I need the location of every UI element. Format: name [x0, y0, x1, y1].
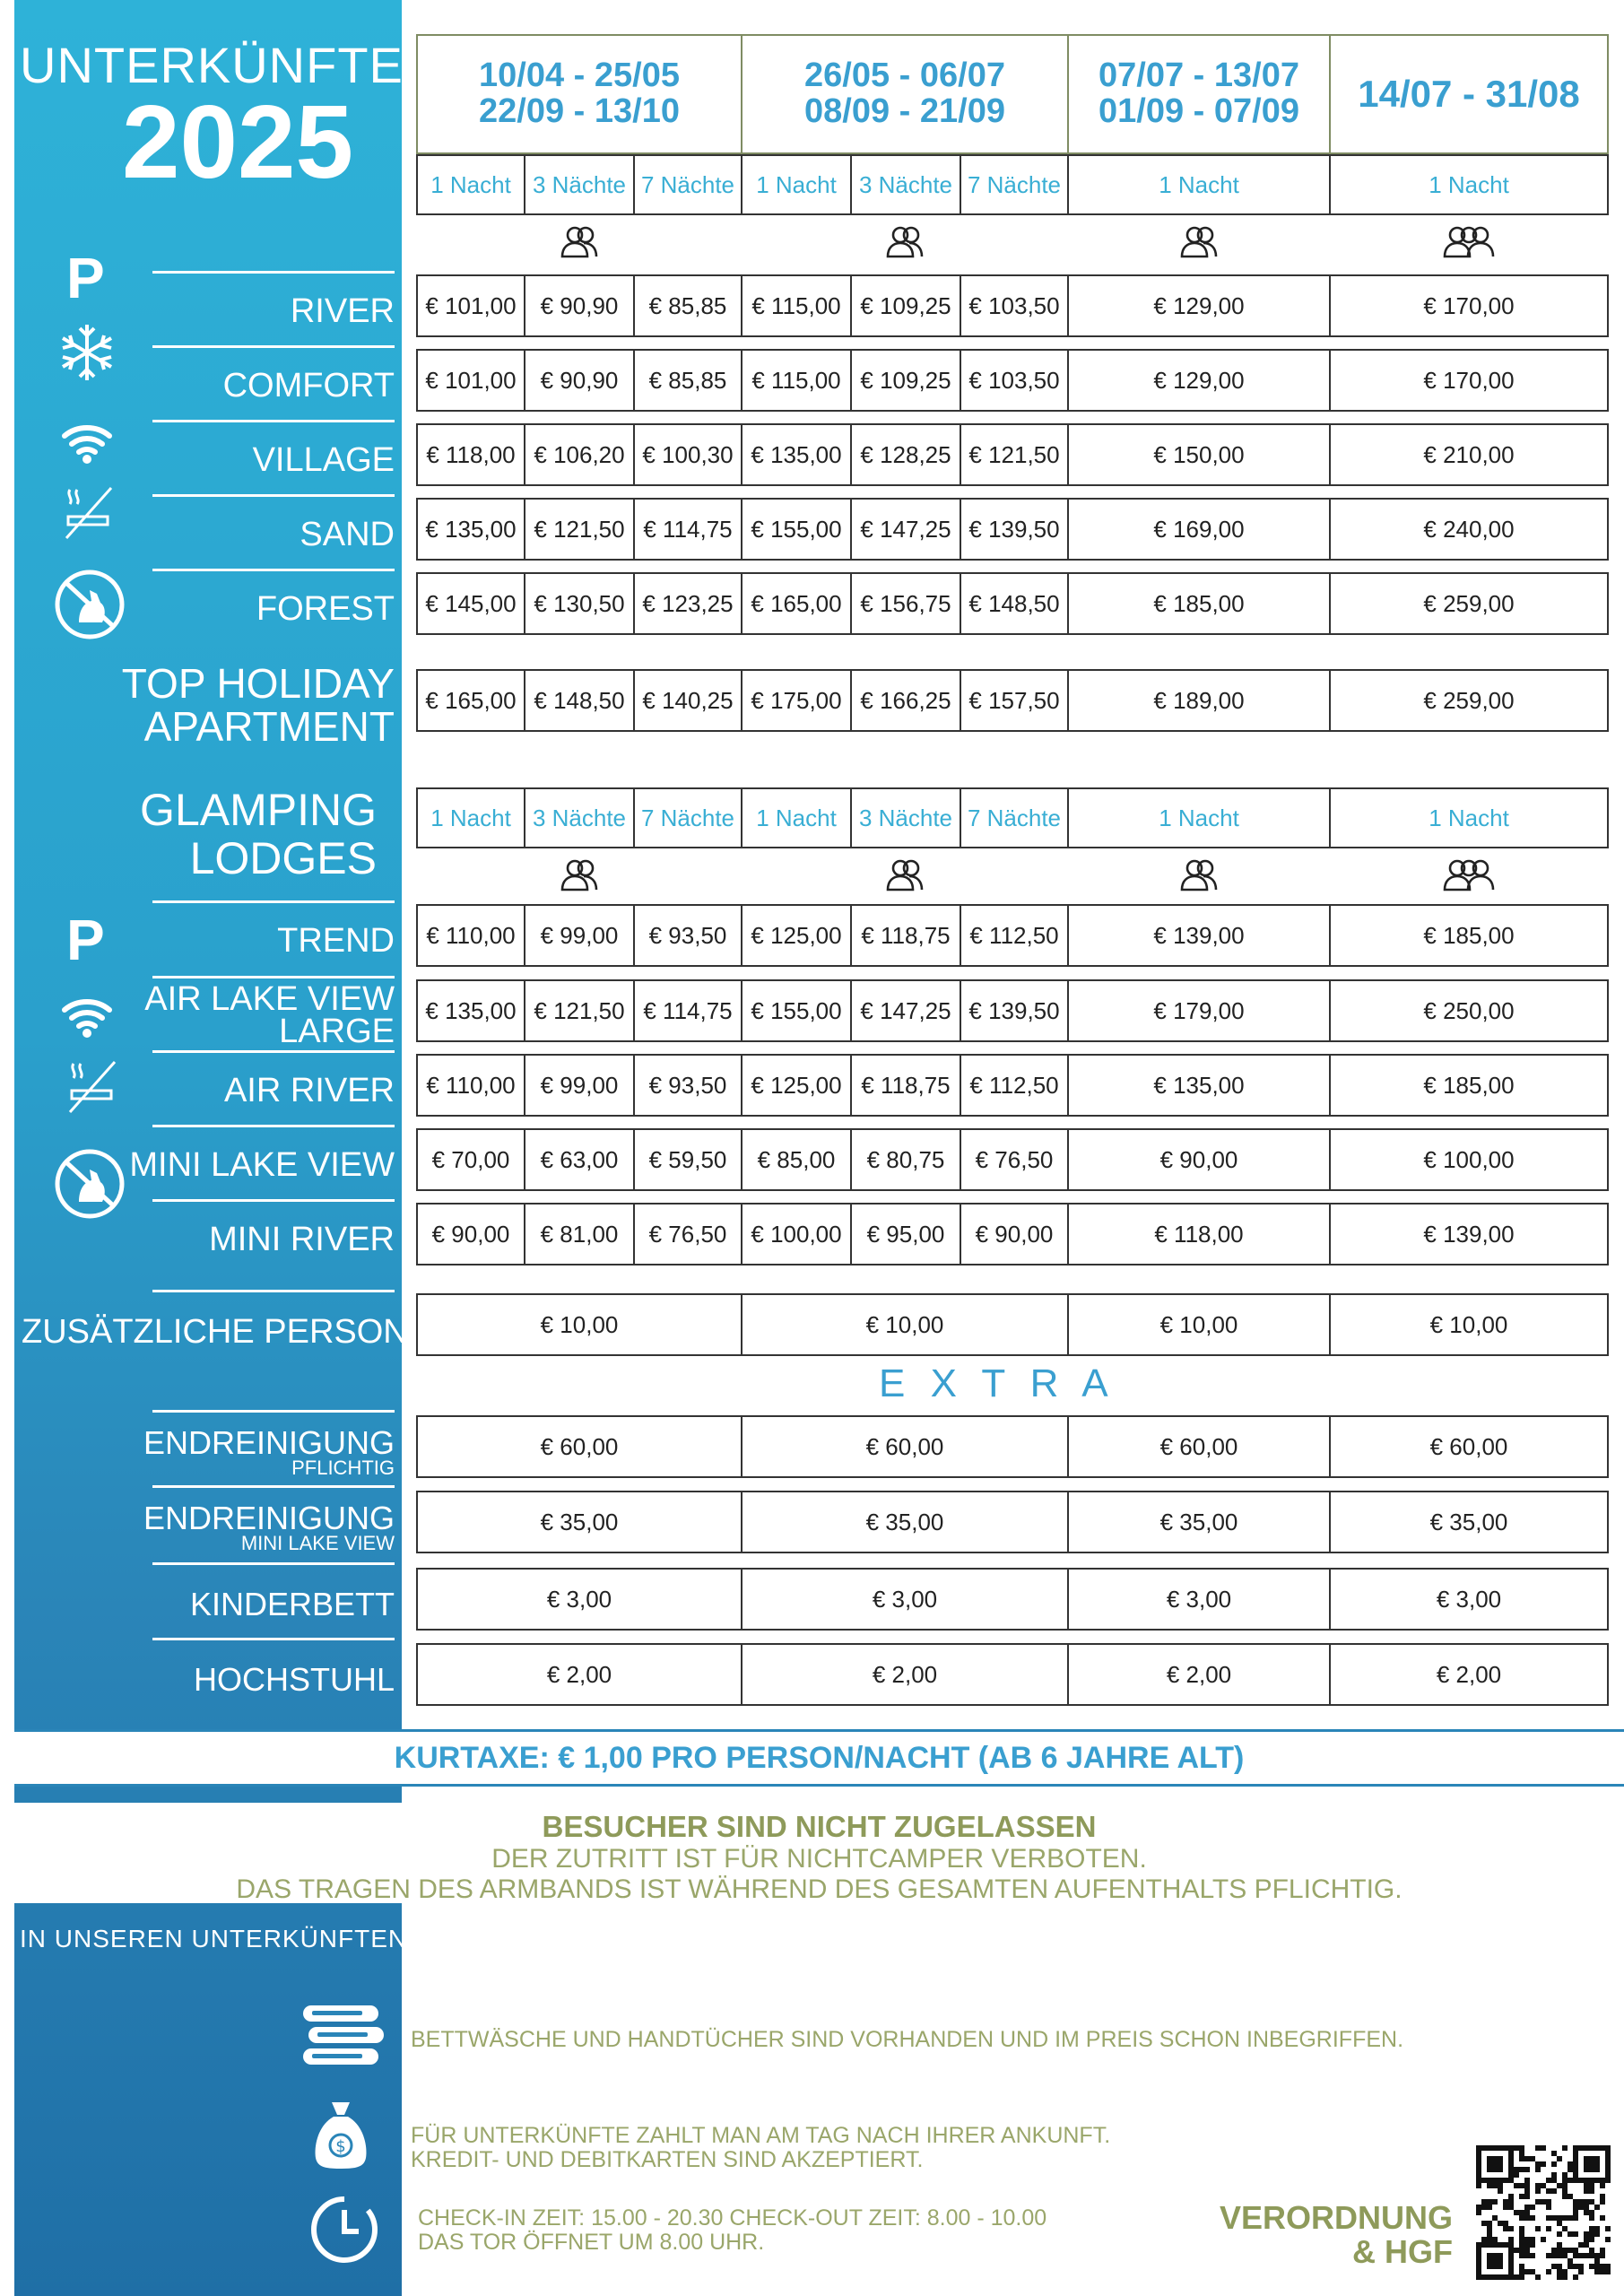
persons-icon	[557, 224, 602, 260]
price-cell: € 10,00	[416, 1293, 743, 1356]
period-header-4	[1329, 34, 1609, 154]
price-cell: € 2,00	[1067, 1643, 1331, 1706]
row-label-name: FOREST	[256, 590, 395, 628]
persons-icon	[1441, 224, 1497, 260]
lodge-price-cell: € 93,50	[633, 904, 743, 967]
visitors-title: BESUCHER SIND NICHT ZUGELASSEN	[542, 1810, 1097, 1843]
top-holiday-price-cell: € 189,00	[1067, 669, 1331, 732]
accommodation-price-cell: € 150,00	[1067, 423, 1331, 486]
lodge-price-cell: € 125,00	[741, 1054, 852, 1117]
accommodation-price-cell: € 103,50	[960, 349, 1069, 412]
accommodation-price-cell: € 210,00	[1329, 423, 1609, 486]
clock-icon	[307, 2192, 382, 2267]
nights-header: 1 Nacht	[1067, 154, 1331, 215]
accommodation-price-cell: € 109,25	[850, 349, 961, 412]
persons-icon	[557, 857, 602, 893]
price-cell: € 60,00	[1329, 1415, 1609, 1478]
lodge-price-cell: € 112,50	[960, 1054, 1069, 1117]
accommodation-price-cell: € 129,00	[1067, 349, 1331, 412]
lodge-price-cell: € 112,50	[960, 904, 1069, 967]
accommodation-price-cell: € 145,00	[416, 572, 525, 635]
top-holiday-price-cell: € 175,00	[741, 669, 852, 732]
accommodation-price-cell: € 101,00	[416, 349, 525, 412]
lodge-price-cell: € 85,00	[741, 1128, 852, 1191]
period-header-1	[416, 34, 743, 154]
info-heading: IN UNSEREN UNTERKÜNFTEN	[20, 1925, 408, 1952]
lodge-price-cell: € 90,00	[960, 1203, 1069, 1265]
row-separator	[152, 976, 395, 978]
payment-line1: FÜR UNTERKÜNFTE ZAHLT MAN AM TAG NACH IHRER ANKUNFT.	[411, 2123, 1111, 2148]
lodge-price-cell: € 155,00	[741, 979, 852, 1042]
row-separator	[152, 271, 395, 274]
lodge-price-cell: € 118,75	[850, 1054, 961, 1117]
row-label-name: MINI LAKE VIEW	[129, 1146, 395, 1184]
persons-icon	[1177, 857, 1221, 893]
nights-header: 7 Nächte	[960, 787, 1069, 848]
row-label-name: ENDREINIGUNG	[143, 1500, 395, 1536]
accommodation-price-cell: € 85,85	[633, 349, 743, 412]
accommodation-price-cell: € 147,25	[850, 498, 961, 561]
payment-text	[411, 2124, 1110, 2172]
row-separator	[152, 494, 395, 497]
lodge-price-cell: € 135,00	[416, 979, 525, 1042]
lodge-price-cell: € 114,75	[633, 979, 743, 1042]
lodge-price-cell: € 90,00	[1067, 1128, 1331, 1191]
lodge-price-cell: € 80,75	[850, 1128, 961, 1191]
price-cell: € 60,00	[1067, 1415, 1331, 1478]
top-holiday-label	[14, 662, 395, 748]
accommodation-price-cell: € 115,00	[741, 274, 852, 337]
accommodation-price-cell: € 114,75	[633, 498, 743, 561]
accommodation-price-cell: € 139,50	[960, 498, 1069, 561]
top-holiday-line2: APARTMENT	[143, 703, 395, 750]
persons-icon	[1177, 224, 1221, 260]
row-separator	[152, 1290, 395, 1292]
persons-icon	[882, 224, 927, 260]
price-cell: € 60,00	[416, 1415, 743, 1478]
period-4-line1: 14/07 - 31/08	[1358, 72, 1580, 115]
accommodation-price-cell: € 121,50	[960, 423, 1069, 486]
row-separator	[152, 1562, 395, 1565]
visitors-line2: DAS TRAGEN DES ARMBANDS IST WÄHREND DES GESAMTEN AUFENTHALTS PFLICHTIG.	[236, 1874, 1403, 1904]
period-header-2	[741, 34, 1069, 154]
nights-header: 7 Nächte	[633, 154, 743, 215]
row-separator	[152, 900, 395, 903]
lodge-price-cell: € 110,00	[416, 1054, 525, 1117]
year-label: 2025	[122, 83, 354, 200]
row-separator	[152, 569, 395, 571]
nights-header: 1 Nacht	[1329, 154, 1609, 215]
row-separator	[152, 1485, 395, 1488]
accommodation-price-cell: € 169,00	[1067, 498, 1331, 561]
page-title: UNTERKÜNFTE	[20, 37, 404, 93]
price-cell: € 10,00	[1067, 1293, 1331, 1356]
row-label	[14, 1424, 395, 1479]
checkin-line2: DAS TOR ÖFFNET UM 8.00 UHR.	[418, 2230, 765, 2255]
row-label-name: VILLAGE	[252, 441, 395, 479]
accommodation-price-cell: € 240,00	[1329, 498, 1609, 561]
period-3-line2: 01/09 - 07/09	[1099, 92, 1299, 130]
price-cell: € 2,00	[1329, 1643, 1609, 1706]
lodge-price-cell: € 99,00	[524, 1054, 635, 1117]
lodge-price-cell: € 250,00	[1329, 979, 1609, 1042]
row-label-sub: MINI LAKE VIEW	[240, 1532, 395, 1554]
top-holiday-price-cell: € 148,50	[524, 669, 635, 732]
visitors-band	[14, 1803, 1624, 1903]
lodge-price-cell: € 125,00	[741, 904, 852, 967]
accommodation-price-cell: € 123,25	[633, 572, 743, 635]
accommodation-price-cell: € 90,90	[524, 274, 635, 337]
accommodation-price-cell: € 128,25	[850, 423, 961, 486]
price-cell: € 10,00	[1329, 1293, 1609, 1356]
snowflake-icon	[56, 321, 118, 384]
row-label-name: AIR LAKE VIEW	[144, 980, 395, 1018]
top-holiday-price-cell: € 166,25	[850, 669, 961, 732]
persons-icon	[1441, 857, 1497, 893]
lodge-price-cell: € 185,00	[1329, 904, 1609, 967]
price-cell: € 35,00	[741, 1491, 1069, 1553]
visitors-line1: DER ZUTRITT IST FÜR NICHTCAMPER VERBOTEN.	[491, 1844, 1147, 1874]
accommodation-price-cell: € 103,50	[960, 274, 1069, 337]
price-cell: € 3,00	[416, 1568, 743, 1631]
accommodation-price-cell: € 130,50	[524, 572, 635, 635]
price-cell: € 2,00	[741, 1643, 1069, 1706]
extra-person-label: ZUSÄTZLICHE PERSON	[22, 1313, 408, 1351]
regulation-line2: & HGF	[1352, 2233, 1453, 2270]
period-2-line1: 26/05 - 06/07	[804, 57, 1005, 95]
accommodation-price-cell: € 148,50	[960, 572, 1069, 635]
lodge-price-cell: € 121,50	[524, 979, 635, 1042]
price-cell: € 35,00	[416, 1491, 743, 1553]
price-cell: € 10,00	[741, 1293, 1069, 1356]
lodge-price-cell: € 110,00	[416, 904, 525, 967]
accommodation-price-cell: € 156,75	[850, 572, 961, 635]
lodge-price-cell: € 63,00	[524, 1128, 635, 1191]
nights-header: 1 Nacht	[1067, 787, 1331, 848]
no-smoking-icon	[59, 484, 117, 542]
regulation-link[interactable]	[1193, 2201, 1453, 2269]
svg-text:$: $	[335, 2137, 346, 2156]
lodge-price-cell: € 139,00	[1329, 1203, 1609, 1265]
lodge-price-cell: € 139,00	[1067, 904, 1331, 967]
lodge-price-cell: € 118,75	[850, 904, 961, 967]
row-separator	[152, 1050, 395, 1053]
lodge-price-cell: € 185,00	[1329, 1054, 1609, 1117]
nights-header: 1 Nacht	[1329, 787, 1609, 848]
accommodation-price-cell: € 170,00	[1329, 349, 1609, 412]
lodge-price-cell: € 81,00	[524, 1203, 635, 1265]
accommodation-price-cell: € 135,00	[416, 498, 525, 561]
glamping-line2: LODGES	[189, 833, 377, 883]
checkin-text	[418, 2206, 1046, 2255]
qr-code[interactable]	[1476, 2145, 1611, 2280]
row-label	[14, 1663, 395, 1697]
nights-header: 1 Nacht	[416, 154, 525, 215]
price-cell: € 2,00	[416, 1643, 743, 1706]
accommodation-price-cell: € 106,20	[524, 423, 635, 486]
row-separator	[152, 1199, 395, 1202]
nights-header: 1 Nacht	[741, 154, 852, 215]
row-label-sub: LARGE	[279, 1013, 395, 1050]
row-label-name: SAND	[300, 516, 395, 553]
accommodation-price-cell: € 155,00	[741, 498, 852, 561]
nights-header: 7 Nächte	[960, 154, 1069, 215]
period-3-line1: 07/07 - 13/07	[1099, 57, 1299, 95]
lodge-price-cell: € 70,00	[416, 1128, 525, 1191]
extra-heading: E X T R A	[879, 1361, 1116, 1405]
wifi-icon	[59, 994, 115, 1039]
period-1-line2: 22/09 - 13/10	[479, 92, 680, 130]
lodge-price-cell: € 76,50	[960, 1128, 1069, 1191]
lodge-price-cell: € 100,00	[741, 1203, 852, 1265]
accommodation-price-cell: € 90,90	[524, 349, 635, 412]
row-label-name: RIVER	[290, 292, 395, 330]
top-holiday-price-cell: € 259,00	[1329, 669, 1609, 732]
row-separator	[152, 1410, 395, 1413]
payment-line2: KREDIT- UND DEBITKARTEN SIND AKZEPTIERT.	[411, 2147, 924, 2172]
lodge-price-cell: € 99,00	[524, 904, 635, 967]
period-header-3	[1067, 34, 1331, 154]
wifi-icon	[59, 420, 115, 465]
price-cell: € 3,00	[1067, 1568, 1331, 1631]
lodge-price-cell: € 135,00	[1067, 1054, 1331, 1117]
price-cell: € 35,00	[1329, 1491, 1609, 1553]
price-cell: € 60,00	[741, 1415, 1069, 1478]
nights-header: 1 Nacht	[416, 787, 525, 848]
lodge-price-cell: € 100,00	[1329, 1128, 1609, 1191]
no-smoking-icon	[63, 1058, 120, 1116]
top-holiday-price-cell: € 165,00	[416, 669, 525, 732]
lodge-price-cell: € 95,00	[850, 1203, 961, 1265]
price-cell: € 3,00	[741, 1568, 1069, 1631]
accommodation-price-cell: € 115,00	[741, 349, 852, 412]
row-label-name: HOCHSTUHL	[193, 1661, 395, 1698]
row-label	[14, 1500, 395, 1554]
row-label-name: COMFORT	[222, 367, 395, 404]
parking-icon: P	[66, 246, 105, 310]
price-cell: € 35,00	[1067, 1491, 1331, 1553]
regulation-line1: VERORDNUNG	[1219, 2199, 1453, 2236]
lodge-price-cell: € 179,00	[1067, 979, 1331, 1042]
row-label-sub: PFLICHTIG	[291, 1457, 395, 1479]
no-pets-icon	[52, 1146, 127, 1222]
row-separator	[152, 1638, 395, 1640]
row-label-name: AIR RIVER	[223, 1072, 395, 1109]
row-label	[14, 1222, 395, 1257]
accommodation-price-cell: € 135,00	[741, 423, 852, 486]
period-2-line2: 08/09 - 21/09	[804, 92, 1005, 130]
accommodation-price-cell: € 121,50	[524, 498, 635, 561]
nights-header: 3 Nächte	[850, 154, 961, 215]
kurtaxe-band	[14, 1729, 1624, 1787]
lodge-price-cell: € 90,00	[416, 1203, 525, 1265]
persons-icon	[882, 857, 927, 893]
top-holiday-line1: TOP HOLIDAY	[121, 660, 395, 707]
money-bag-icon	[314, 2099, 368, 2170]
price-cell: € 3,00	[1329, 1568, 1609, 1631]
lodge-price-cell: € 93,50	[633, 1054, 743, 1117]
accommodation-price-cell: € 100,30	[633, 423, 743, 486]
row-label-name: ENDREINIGUNG	[143, 1424, 395, 1461]
row-label	[14, 1587, 395, 1622]
top-holiday-price-cell: € 140,25	[633, 669, 743, 732]
row-separator	[152, 1125, 395, 1127]
lodge-price-cell: € 76,50	[633, 1203, 743, 1265]
row-label-name: MINI RIVER	[209, 1221, 395, 1258]
top-holiday-price-cell: € 157,50	[960, 669, 1069, 732]
row-label-name: TREND	[277, 922, 395, 960]
no-pets-icon	[52, 567, 127, 642]
kurtaxe-text: KURTAXE: € 1,00 PRO PERSON/NACHT (AB 6 JAHRE ALT)	[394, 1740, 1245, 1775]
glamping-label	[14, 786, 377, 883]
accommodation-price-cell: € 170,00	[1329, 274, 1609, 337]
row-label-name: KINDERBETT	[189, 1586, 395, 1622]
parking-icon: P	[66, 908, 105, 972]
lodge-price-cell: € 118,00	[1067, 1203, 1331, 1265]
accommodation-price-cell: € 109,25	[850, 274, 961, 337]
glamping-line1: GLAMPING	[140, 785, 377, 835]
accommodation-price-cell: € 85,85	[633, 274, 743, 337]
nights-header: 3 Nächte	[524, 787, 635, 848]
nights-header: 3 Nächte	[850, 787, 961, 848]
nights-header: 1 Nacht	[741, 787, 852, 848]
lodge-price-cell: € 147,25	[850, 979, 961, 1042]
towels-icon	[300, 2000, 386, 2072]
accommodation-price-cell: € 165,00	[741, 572, 852, 635]
row-separator	[152, 420, 395, 422]
accommodation-price-cell: € 185,00	[1067, 572, 1331, 635]
lodge-price-cell: € 139,50	[960, 979, 1069, 1042]
accommodation-price-cell: € 118,00	[416, 423, 525, 486]
lodge-price-cell: € 59,50	[633, 1128, 743, 1191]
accommodation-price-cell: € 101,00	[416, 274, 525, 337]
accommodation-price-cell: € 259,00	[1329, 572, 1609, 635]
accommodation-price-cell: € 129,00	[1067, 274, 1331, 337]
nights-header: 3 Nächte	[524, 154, 635, 215]
nights-header: 7 Nächte	[633, 787, 743, 848]
linen-text: BETTWÄSCHE UND HANDTÜCHER SIND VORHANDEN UND IM PREIS SCHON INBEGRIFFEN.	[411, 2027, 1404, 2052]
period-1-line1: 10/04 - 25/05	[479, 57, 680, 95]
row-separator	[152, 345, 395, 348]
checkin-line1: CHECK-IN ZEIT: 15.00 - 20.30 CHECK-OUT ZEIT: 8.00 - 10.00	[418, 2205, 1047, 2231]
